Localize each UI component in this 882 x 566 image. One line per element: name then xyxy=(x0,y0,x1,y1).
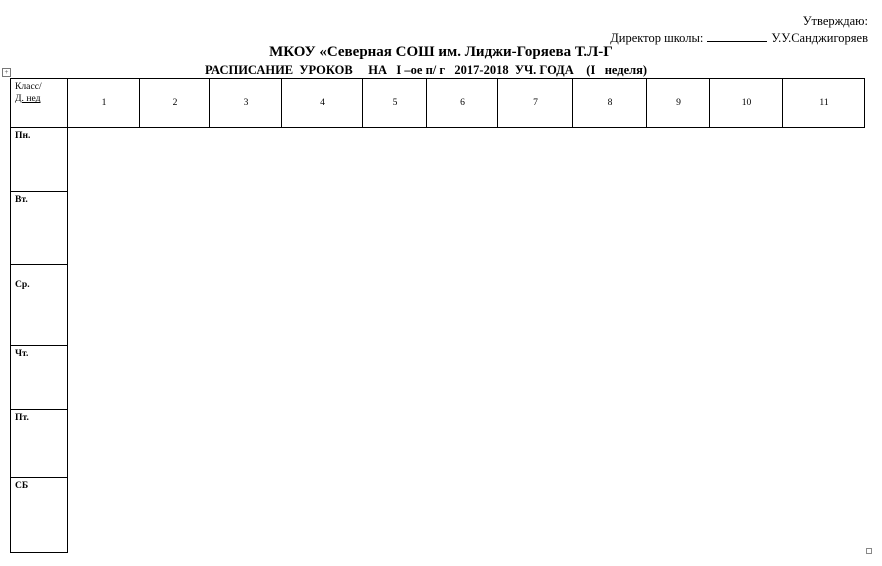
class-header: 9 xyxy=(647,79,710,128)
school-title: МКОУ «Северная СОШ им. Лиджи-Горяева Т.Л-Г xyxy=(269,44,613,60)
day-label: Пт. xyxy=(11,410,68,478)
day-row xyxy=(11,410,865,478)
class-header: 2 xyxy=(140,79,210,128)
day-row xyxy=(11,265,865,346)
class-header: 7 xyxy=(498,79,573,128)
day-label: Ср. xyxy=(11,265,68,346)
day-row xyxy=(11,346,865,410)
day-label: Чт. xyxy=(11,346,68,410)
approve-label: Утверждаю: xyxy=(802,14,868,28)
header-row xyxy=(11,79,865,128)
corner-cell: Класс/ Д. нед xyxy=(11,79,68,128)
director-label: Директор школы: xyxy=(610,31,704,45)
class-header: 8 xyxy=(573,79,647,128)
signature-blank xyxy=(707,31,767,42)
table-move-handle[interactable]: + xyxy=(2,68,11,77)
day-row xyxy=(11,192,865,265)
director-name: У.У.Санджигоряев xyxy=(771,31,868,45)
day-row xyxy=(11,128,865,192)
day-row xyxy=(11,478,865,553)
schedule-table xyxy=(10,78,865,553)
class-header: 10 xyxy=(710,79,783,128)
class-header: 5 xyxy=(363,79,427,128)
day-label: Вт. xyxy=(11,192,68,265)
table-resize-handle[interactable] xyxy=(866,548,872,554)
class-header: 4 xyxy=(282,79,363,128)
class-header: 3 xyxy=(210,79,282,128)
class-header: 6 xyxy=(427,79,498,128)
class-header: 11 xyxy=(783,79,865,128)
day-label: СБ xyxy=(11,478,68,553)
class-header: 1 xyxy=(68,79,140,128)
day-label: Пн. xyxy=(11,128,68,192)
schedule-title: РАСПИСАНИЕ УРОКОВ НА I –ое п/ г 2017-2018 УЧ. ГОДА (I неделя) xyxy=(205,63,648,77)
